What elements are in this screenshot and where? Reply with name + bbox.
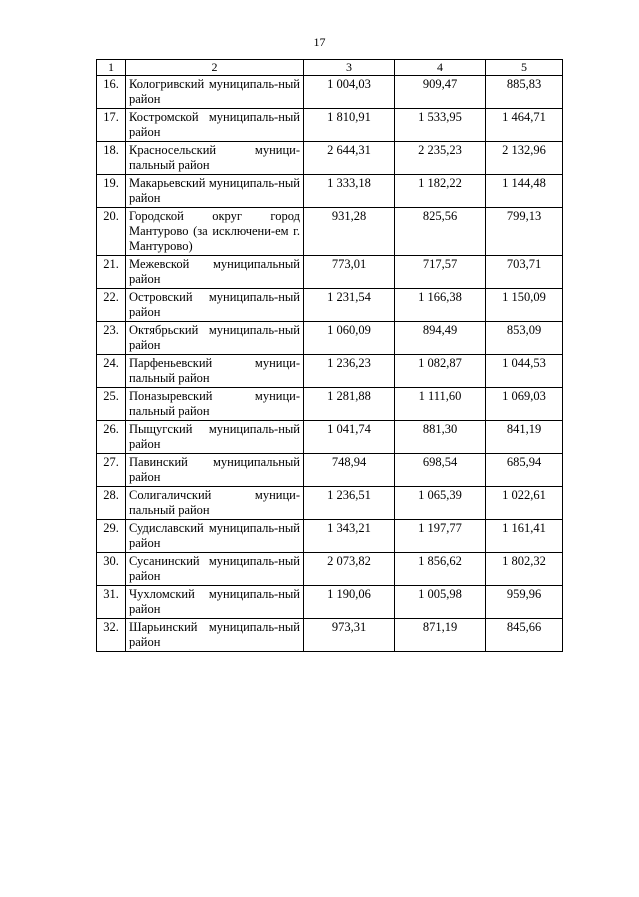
district-name-cell: Островский муниципаль-ный район [126, 289, 304, 322]
value-col5-cell: 685,94 [486, 454, 563, 487]
district-name-cell: Макарьевский муниципаль-ный район [126, 175, 304, 208]
row-number-cell: 29. [97, 520, 126, 553]
table-row [97, 586, 563, 619]
data-table [96, 59, 563, 652]
table-row [97, 553, 563, 586]
value-col5-cell: 1 802,32 [486, 553, 563, 586]
value-col5-cell: 1 464,71 [486, 109, 563, 142]
value-col3-cell: 1 060,09 [304, 322, 395, 355]
value-col5-cell: 885,83 [486, 76, 563, 109]
value-col5-cell: 841,19 [486, 421, 563, 454]
value-col5-cell: 1 044,53 [486, 355, 563, 388]
table-row [97, 142, 563, 175]
value-col4-cell: 894,49 [395, 322, 486, 355]
value-col3-cell: 2 073,82 [304, 553, 395, 586]
value-col3-cell: 1 236,23 [304, 355, 395, 388]
row-number-cell: 18. [97, 142, 126, 175]
value-col4-cell: 1 533,95 [395, 109, 486, 142]
table-row [97, 421, 563, 454]
district-name-cell: Костромской муниципаль-ный район [126, 109, 304, 142]
value-col4-cell: 698,54 [395, 454, 486, 487]
table-row [97, 109, 563, 142]
row-number-cell: 17. [97, 109, 126, 142]
value-col3-cell: 1 333,18 [304, 175, 395, 208]
value-col3-cell: 1 190,06 [304, 586, 395, 619]
value-col5-cell: 1 150,09 [486, 289, 563, 322]
value-col3-cell: 773,01 [304, 256, 395, 289]
row-number-cell: 28. [97, 487, 126, 520]
value-col4-cell: 825,56 [395, 208, 486, 256]
value-col3-cell: 1 041,74 [304, 421, 395, 454]
table-row [97, 355, 563, 388]
row-number-cell: 27. [97, 454, 126, 487]
value-col3-cell: 1 236,51 [304, 487, 395, 520]
value-col4-cell: 1 182,22 [395, 175, 486, 208]
value-col4-cell: 881,30 [395, 421, 486, 454]
district-name-cell: Судиславский муниципаль-ный район [126, 520, 304, 553]
value-col4-cell: 1 856,62 [395, 553, 486, 586]
header-cell-5: 5 [486, 60, 563, 76]
value-col4-cell: 1 166,38 [395, 289, 486, 322]
row-number-cell: 20. [97, 208, 126, 256]
district-name-cell: Октябрьский муниципаль-ный район [126, 322, 304, 355]
value-col5-cell: 853,09 [486, 322, 563, 355]
district-name-cell: Солигаличский муници-пальный район [126, 487, 304, 520]
value-col3-cell: 973,31 [304, 619, 395, 652]
value-col3-cell: 1 004,03 [304, 76, 395, 109]
value-col5-cell: 959,96 [486, 586, 563, 619]
value-col5-cell: 2 132,96 [486, 142, 563, 175]
row-number-cell: 30. [97, 553, 126, 586]
table-row [97, 487, 563, 520]
header-cell-1: 1 [97, 60, 126, 76]
district-name-cell: Чухломский муниципаль-ный район [126, 586, 304, 619]
table-row [97, 208, 563, 256]
value-col3-cell: 931,28 [304, 208, 395, 256]
value-col3-cell: 1 231,54 [304, 289, 395, 322]
row-number-cell: 22. [97, 289, 126, 322]
district-name-cell: Парфеньевский муници-пальный район [126, 355, 304, 388]
district-name-cell: Городской округ город Мантурово (за исключени-ем г. Мантурово) [126, 208, 304, 256]
table-row [97, 520, 563, 553]
value-col4-cell: 1 082,87 [395, 355, 486, 388]
row-number-cell: 26. [97, 421, 126, 454]
row-number-cell: 24. [97, 355, 126, 388]
district-name-cell: Сусанинский муниципаль-ный район [126, 553, 304, 586]
page-number: 17 [313, 35, 326, 49]
table-row [97, 619, 563, 652]
value-col3-cell: 1 343,21 [304, 520, 395, 553]
table-row [97, 388, 563, 421]
district-name-cell: Пыщугский муниципаль-ный район [126, 421, 304, 454]
district-name-cell: Кологривский муниципаль-ный район [126, 76, 304, 109]
table-row [97, 175, 563, 208]
table-row [97, 289, 563, 322]
value-col5-cell: 1 022,61 [486, 487, 563, 520]
value-col5-cell: 845,66 [486, 619, 563, 652]
value-col4-cell: 909,47 [395, 76, 486, 109]
value-col4-cell: 717,57 [395, 256, 486, 289]
value-col3-cell: 748,94 [304, 454, 395, 487]
row-number-cell: 32. [97, 619, 126, 652]
value-col5-cell: 1 144,48 [486, 175, 563, 208]
table-row [97, 256, 563, 289]
value-col3-cell: 1 281,88 [304, 388, 395, 421]
value-col3-cell: 2 644,31 [304, 142, 395, 175]
district-name-cell: Межевской муниципальный район [126, 256, 304, 289]
table-row [97, 322, 563, 355]
row-number-cell: 21. [97, 256, 126, 289]
header-cell-4: 4 [395, 60, 486, 76]
header-cell-3: 3 [304, 60, 395, 76]
row-number-cell: 25. [97, 388, 126, 421]
district-name-cell: Шарьинский муниципаль-ный район [126, 619, 304, 652]
value-col4-cell: 1 197,77 [395, 520, 486, 553]
row-number-cell: 23. [97, 322, 126, 355]
value-col4-cell: 1 065,39 [395, 487, 486, 520]
value-col5-cell: 703,71 [486, 256, 563, 289]
value-col3-cell: 1 810,91 [304, 109, 395, 142]
value-col5-cell: 799,13 [486, 208, 563, 256]
row-number-cell: 31. [97, 586, 126, 619]
value-col5-cell: 1 161,41 [486, 520, 563, 553]
table-row [97, 454, 563, 487]
district-name-cell: Павинский муниципальный район [126, 454, 304, 487]
table-row [97, 76, 563, 109]
value-col5-cell: 1 069,03 [486, 388, 563, 421]
header-cell-2: 2 [126, 60, 304, 76]
value-col4-cell: 1 111,60 [395, 388, 486, 421]
row-number-cell: 16. [97, 76, 126, 109]
row-number-cell: 19. [97, 175, 126, 208]
district-name-cell: Красносельский муници-пальный район [126, 142, 304, 175]
value-col4-cell: 1 005,98 [395, 586, 486, 619]
value-col4-cell: 871,19 [395, 619, 486, 652]
district-name-cell: Поназыревский муници-пальный район [126, 388, 304, 421]
header-row [97, 60, 563, 76]
value-col4-cell: 2 235,23 [395, 142, 486, 175]
